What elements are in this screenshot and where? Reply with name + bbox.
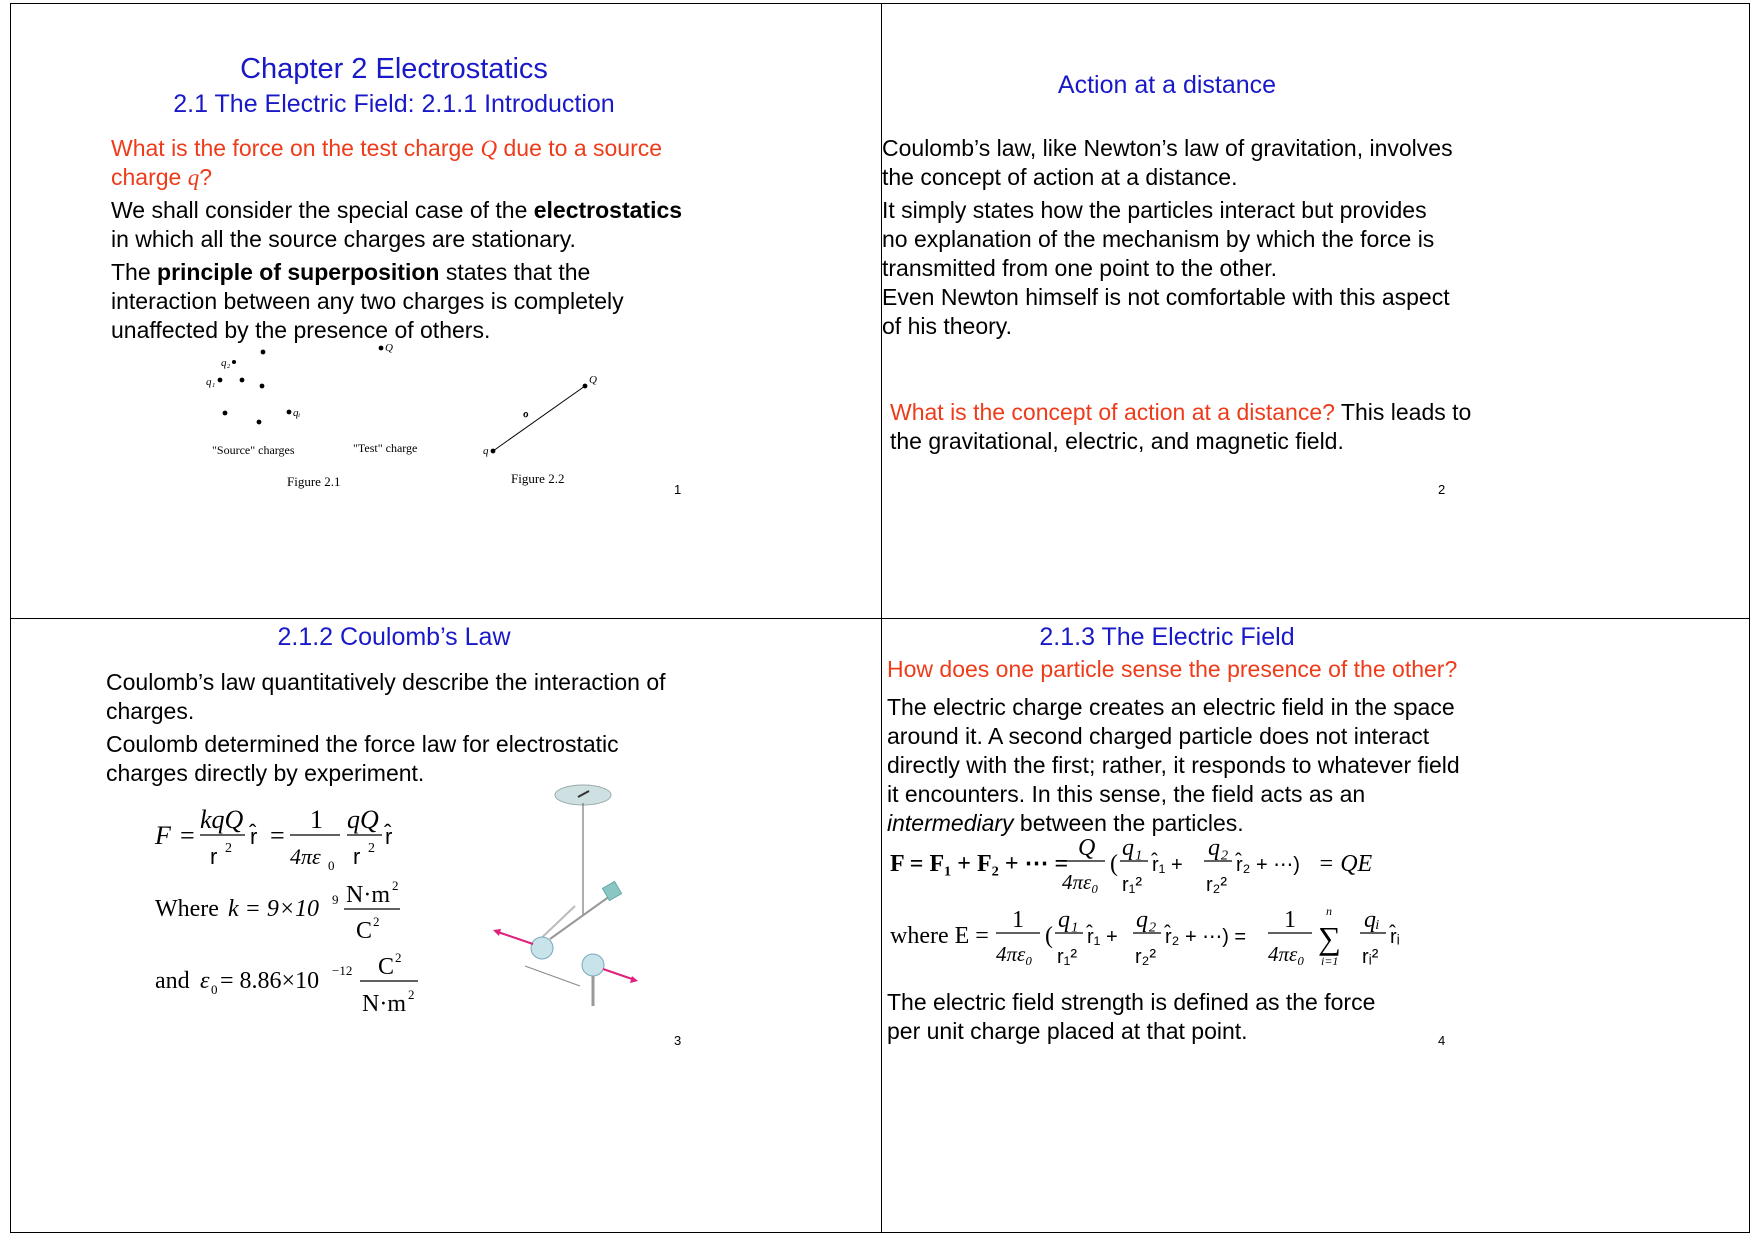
- eq2-q2: q₂: [1136, 907, 1157, 933]
- eq1-q1: q₁: [1122, 835, 1143, 861]
- eq2-qi: qᵢ: [1364, 907, 1380, 933]
- page-number: 2: [1438, 482, 1446, 497]
- eq1-rhat2: r̂₂ + ⋯): [1236, 854, 1300, 876]
- slide-2-title: Action at a distance: [1057, 71, 1277, 99]
- slide-1-title: Chapter 2 Electrostatics: [240, 53, 548, 85]
- question-text-2: due to a source charge: [111, 135, 663, 190]
- unit-C-top-sq: 2: [395, 950, 402, 965]
- unit-C-top: C: [378, 954, 395, 980]
- eq-rhat: r̂: [250, 824, 258, 849]
- where-label: Where: [155, 896, 219, 922]
- eq-sub-0: 0: [328, 858, 335, 873]
- unit-Nm-bottom: N·m: [362, 991, 406, 1017]
- eq2-one-b: 1: [1284, 907, 1296, 933]
- figure-2-1: [195, 338, 435, 498]
- test-charge-dot: [379, 346, 384, 351]
- eq2-paren-open: (: [1045, 923, 1053, 949]
- charge-dot: [218, 378, 223, 383]
- eq1-Q: Q: [1078, 835, 1096, 861]
- test-dot: [583, 384, 588, 389]
- and-label: and: [155, 968, 190, 994]
- question-text-3: ?: [199, 164, 213, 190]
- counterweight: [602, 881, 621, 900]
- slide-2: [882, 3, 1750, 618]
- p1-text-b: in which all the source charges are stationary.: [111, 226, 576, 252]
- eps-value: = 8.86×10: [220, 968, 320, 994]
- label-Q: Q: [589, 374, 597, 386]
- label-qi: qᵢ: [293, 407, 301, 419]
- p2-bold: principle of superposition: [157, 259, 440, 285]
- separation-line: [493, 386, 585, 451]
- eq-equals: =: [180, 821, 195, 850]
- eps-exponent: −12: [332, 963, 353, 978]
- eps-symbol: ε: [200, 968, 210, 994]
- eq2-den: 4πε₀: [996, 942, 1033, 966]
- eq1-r2: r₂²: [1206, 874, 1228, 896]
- source-dot: [491, 449, 496, 454]
- charge-dot: [240, 378, 245, 383]
- eq1-den: 4πε₀: [1062, 870, 1099, 894]
- page-number: 4: [1438, 1033, 1446, 1048]
- k-exponent: 9: [332, 892, 339, 907]
- eq1-q2: q₂: [1208, 835, 1229, 861]
- test-charge-label: "Test" charge: [353, 441, 418, 455]
- slide-1-subtitle: 2.1 The Electric Field: 2.1.1 Introduction: [173, 90, 615, 118]
- label-q1: q₁: [206, 376, 216, 388]
- sphere-right: [582, 954, 604, 976]
- slide-3-paragraph-1: Coulomb’s law quantitatively describe the interaction of charges.: [106, 669, 666, 724]
- charge-dot: [287, 410, 292, 415]
- charge-dot: [223, 411, 228, 416]
- distance-line: [525, 966, 580, 986]
- eq2-i1: i=1: [1321, 954, 1339, 968]
- slide-4-question: How does one particle sense the presence of the other?: [887, 656, 1458, 682]
- eq2-q1: q₁: [1058, 907, 1079, 933]
- eps-sub: 0: [211, 982, 218, 997]
- eq-r-sq-2: 2: [368, 841, 375, 856]
- question-red: What is the concept of action at a distance?: [890, 399, 1335, 425]
- eq-F: F: [155, 821, 171, 850]
- unit-C-sq: 2: [373, 914, 380, 929]
- coulomb-equations: [150, 798, 460, 1023]
- arrow-head-left: [493, 929, 501, 936]
- eq1-r1: r₁²: [1122, 874, 1143, 896]
- eq2-where: where E =: [890, 923, 989, 949]
- question-black: This leads to the gravitational, electric, and magnetic field.: [890, 399, 1472, 454]
- question-q: q: [187, 165, 200, 190]
- electric-field-equations: [890, 823, 1430, 968]
- unit-C: C: [356, 918, 373, 944]
- eq-rhat-2: r̂: [385, 824, 393, 849]
- arrow-head-right: [630, 976, 638, 983]
- slide-1-paragraph-2: [111, 258, 691, 345]
- eq2-sum: ∑: [1318, 920, 1341, 956]
- p1-italic: intermediary: [887, 810, 1014, 836]
- eq-r-sq: 2: [225, 841, 232, 856]
- figure-2-1-caption: Figure 2.1: [287, 474, 341, 489]
- force-arrow-right: [603, 969, 635, 980]
- page-number: 1: [674, 482, 682, 497]
- unit-Nm-bottom-sq: 2: [408, 987, 415, 1002]
- slide-2-question: [890, 398, 1490, 456]
- eq-r-2: r: [353, 844, 361, 869]
- eq1-rhs: = QE: [1318, 851, 1373, 877]
- source-charges-label: "Source" charges: [212, 443, 295, 457]
- p2-text-a: The: [111, 259, 158, 285]
- eq2-rhat1: r̂₁ +: [1087, 926, 1118, 948]
- eq2-r2: r₂²: [1135, 946, 1157, 968]
- eq2-rhati: r̂ᵢ: [1390, 926, 1400, 948]
- charge-dot: [261, 350, 266, 355]
- figure-2-2: [485, 368, 635, 498]
- p1-text-a: The electric charge creates an electric field in the space around it. A second charged particle does not interact directly with the first; rather, it responds to whatever field it encounters. In this sense, the field acts as an: [887, 694, 1460, 807]
- slide-3-title: 2.1.2 Coulomb’s Law: [277, 623, 511, 651]
- torsion-balance-figure: [475, 781, 660, 1011]
- sphere-left: [531, 937, 553, 959]
- slide-2-paragraph-2: It simply states how the particles interact but provides no explanation of the mechanism by which the force is transmitted from one point to the other.: [882, 197, 1435, 281]
- unit-sq: 2: [392, 878, 399, 893]
- label-r: ℴ: [523, 406, 529, 420]
- p1-text-a: We shall consider the special case of the: [111, 197, 534, 223]
- slide-4-paragraph-1: [887, 693, 1462, 838]
- label-q2: q₂: [221, 357, 231, 369]
- k-expression: k = 9×10: [228, 896, 320, 922]
- charge-dot: [257, 420, 262, 425]
- p1-bold: electrostatics: [533, 197, 683, 223]
- eq-kqQ: kqQ: [200, 805, 244, 834]
- charge-dot: [232, 360, 236, 364]
- eq-one: 1: [310, 805, 323, 834]
- eq1-rhat1: r̂₁ +: [1152, 854, 1183, 876]
- eq1-lhs: F = F₁ + F₂ + ⋯ =: [890, 851, 1069, 877]
- slide-1: [10, 3, 881, 618]
- slide-2-paragraph-3: Even Newton himself is not comfortable with this aspect of his theory.: [882, 284, 1450, 339]
- question-text-1: What is the force on the test charge: [111, 135, 481, 161]
- charge-dot: [260, 384, 265, 389]
- eq-4pieps: 4πε: [290, 844, 321, 869]
- eq-r: r: [210, 844, 218, 869]
- eq2-rhat2: r̂₂ + ⋯) =: [1165, 926, 1247, 948]
- figure-2-2-caption: Figure 2.2: [511, 471, 565, 486]
- eq2-one: 1: [1012, 907, 1024, 933]
- slide-3-paragraph-2: Coulomb determined the force law for electrostatic charges directly by experiment.: [106, 731, 619, 786]
- eq2-ri: rᵢ²: [1362, 946, 1379, 968]
- eq2-n: n: [1326, 904, 1332, 918]
- slide-4-title: 2.1.3 The Electric Field: [1039, 623, 1295, 651]
- page-number: 3: [674, 1033, 682, 1048]
- unit-Nm: N·m: [346, 882, 390, 908]
- slide-1-paragraph-1: [111, 196, 701, 254]
- p2-text-b: states that the interaction between any two charges is completely unaffected by the presence of others.: [111, 259, 624, 343]
- slide-2-paragraph-1: Coulomb’s law, like Newton’s law of gravitation, involves the concept of action at a distance.: [882, 135, 1453, 190]
- eq-equals-2: =: [270, 821, 285, 850]
- question-Q: Q: [480, 136, 498, 161]
- p1-text-b: between the particles.: [1013, 810, 1244, 836]
- slide-1-question: [111, 134, 671, 192]
- slide-3: [10, 618, 881, 1233]
- slide-4-paragraph-2: The electric field strength is defined as the force per unit charge placed at that point.: [887, 989, 1376, 1044]
- eq2-r1: r₁²: [1057, 946, 1078, 968]
- label-q: q: [483, 445, 489, 457]
- eq1-paren-open: (: [1110, 851, 1118, 877]
- slide-4: [882, 618, 1750, 1233]
- eq-qQ: qQ: [347, 805, 379, 834]
- eq2-den-b: 4πε₀: [1268, 942, 1305, 966]
- force-arrow-left: [495, 931, 533, 944]
- label-Q: Q: [385, 342, 393, 354]
